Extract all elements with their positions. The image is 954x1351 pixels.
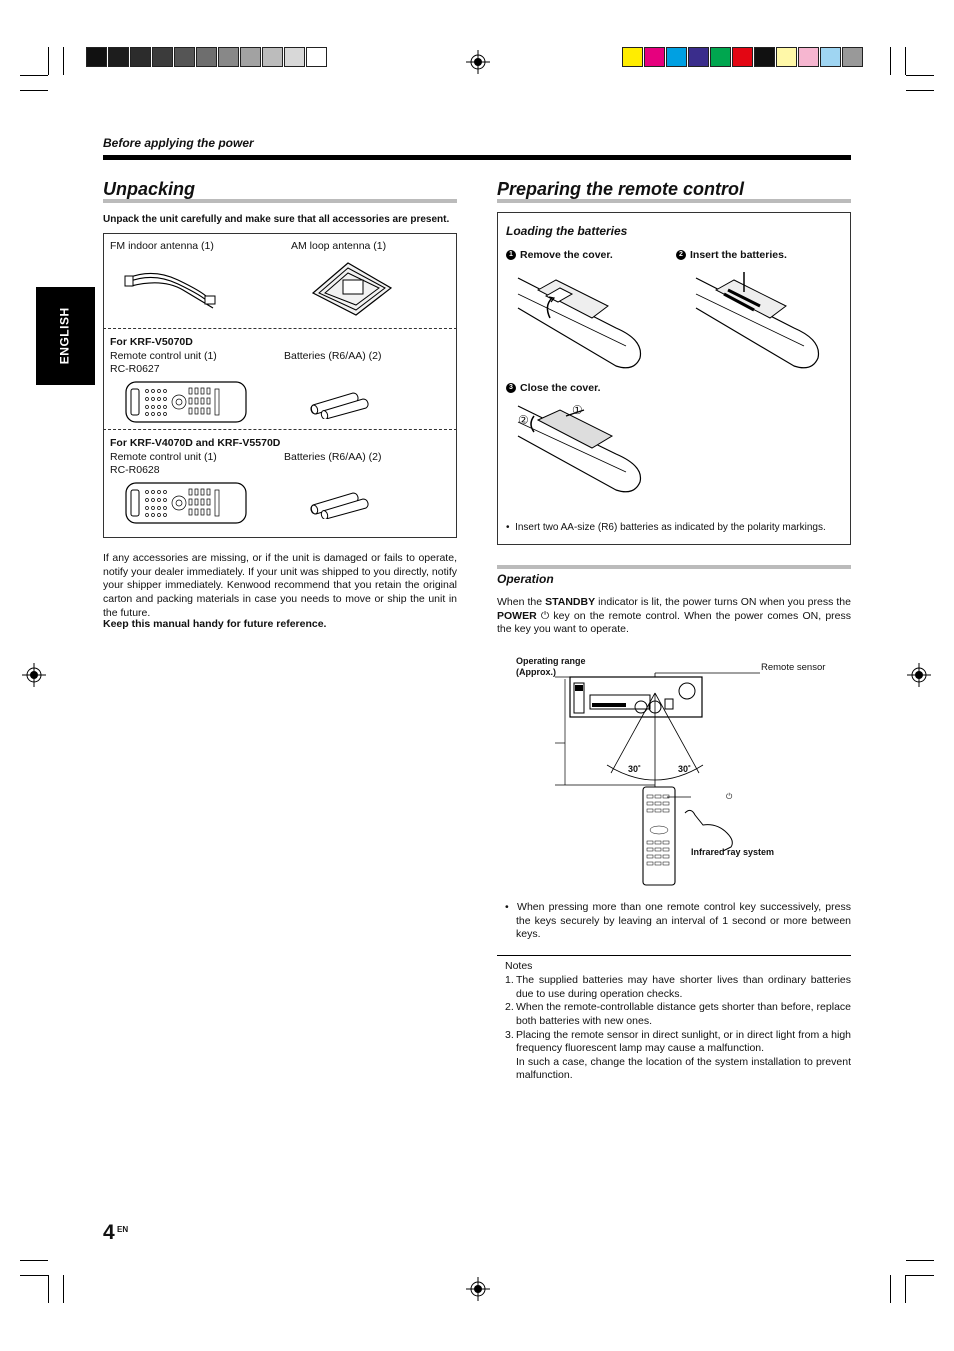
separator <box>103 328 457 329</box>
note-3b: In such a case, change the location of the system installation to prevent malfunction. <box>516 1055 851 1082</box>
unpacking-title: Unpacking <box>103 179 196 199</box>
step2-label: Insert the batteries. <box>690 249 787 261</box>
step-number: 3 <box>506 383 516 393</box>
operating-range-label: Operating range <box>516 656 586 666</box>
remote-insert-batteries-icon <box>694 268 824 373</box>
color-swatch <box>644 47 665 67</box>
step3-label: Close the cover. <box>520 382 601 394</box>
am-antenna-label: AM loop antenna (1) <box>291 240 387 252</box>
am-antenna-icon <box>303 258 398 318</box>
step1-label: Remove the cover. <box>520 249 613 261</box>
step-number: 2 <box>676 250 686 260</box>
crop-mark <box>20 75 48 76</box>
color-swatch <box>284 47 305 67</box>
color-swatch <box>776 47 797 67</box>
crop-mark <box>20 90 48 91</box>
title-rule <box>103 199 457 203</box>
crop-mark <box>20 1260 48 1261</box>
power-label: POWER <box>497 609 537 622</box>
model1-batteries-label: Batteries (R6/AA) (2) <box>284 350 382 362</box>
operation-title: Operation <box>497 572 554 586</box>
header-rule <box>103 155 851 160</box>
separator <box>103 429 457 430</box>
color-swatch <box>710 47 731 67</box>
note-3: Placing the remote sensor in direct sunlight, or in direct light from a high frequency fluorescent lamp may cause a malfunction. <box>516 1028 851 1055</box>
registration-mark-icon <box>466 1277 490 1301</box>
note-2: When the remote-controllable distance gets shorter than before, replace both batteries with new ones. <box>516 1001 851 1027</box>
angle-left-label: 30˚ <box>628 764 642 774</box>
remote-title: Preparing the remote control <box>497 179 745 199</box>
page-number: 4 <box>103 1221 115 1244</box>
title-rule <box>497 199 851 203</box>
missing-accessories-text: If any accessories are missing, or if the unit is damaged or fails to operate, notify your dealer immediately. If your unit was shipped to you directly, notify your shipper immediately. Kenwood recommend that you retain the original carton and packing materials in case you needs to move or ship the unit in the future. <box>103 552 457 619</box>
crop-mark <box>48 47 49 75</box>
color-swatch <box>306 47 327 67</box>
model2-remote-code: RC-R0628 <box>110 464 160 476</box>
color-swatch <box>688 47 709 67</box>
loading-title: Loading the batteries <box>506 224 628 238</box>
registration-mark-icon <box>907 663 931 687</box>
angle-right-label: 30˚ <box>678 764 692 774</box>
crop-mark <box>63 47 64 75</box>
crop-mark <box>906 75 934 76</box>
color-swatch <box>218 47 239 67</box>
color-swatch <box>820 47 841 67</box>
notes-list: 1. The supplied batteries may have shorter lives than ordinary batteries due to use during operation checks. 2. When the remote-controllable distance gets shorter than before, replace both batteries with new ones. 3. Placing the remote sensor in direct sunlight, or in direct light from a high frequency fluorescent lamp may cause a malfunction. In such a case, change the location of the system installation to prevent malfunction. <box>505 974 851 1082</box>
notes-rule <box>497 955 851 956</box>
model2-batteries-label: Batteries (R6/AA) (2) <box>284 451 382 463</box>
color-swatch <box>174 47 195 67</box>
successive-note: When pressing more than one remote control key successively, press the keys securely by leaving an interval of 1 second or more between keys. <box>516 901 851 941</box>
color-swatch <box>108 47 129 67</box>
power-icon: ⏻ <box>726 792 733 801</box>
operation-text: When the STANDBY indicator is lit, the power turns ON when you press the POWER ⏻ key on the remote control. When the power comes ON, press the key you want to operate. <box>497 596 851 636</box>
model1-remote-label: Remote control unit (1) <box>110 350 217 362</box>
note-1: The supplied batteries may have shorter lives than ordinary batteries due to use during operation checks. <box>516 974 851 1000</box>
operating-range-approx: (Approx.) <box>516 666 556 677</box>
color-swatch <box>842 47 863 67</box>
color-swatch <box>262 47 283 67</box>
keep-manual-text: Keep this manual handy for future reference. <box>103 618 327 630</box>
remote-control-icon <box>125 381 247 423</box>
crop-mark <box>890 47 891 75</box>
remote-cover-open-icon <box>516 268 648 373</box>
section-header: Before applying the power <box>103 136 254 150</box>
language-label: ENGLISH <box>57 307 72 365</box>
remote-control-icon <box>125 482 247 524</box>
crop-mark <box>905 47 906 75</box>
registration-mark-icon <box>22 663 46 687</box>
power-icon: ⏻ <box>540 609 550 622</box>
infrared-label: Infrared ray system <box>691 847 775 857</box>
fm-antenna-icon <box>123 268 218 313</box>
standby-label: STANDBY <box>545 596 596 608</box>
unpacking-intro: Unpack the unit carefully and make sure that all accessories are present. <box>103 214 450 225</box>
color-swatch <box>86 47 107 67</box>
notes-title: Notes <box>505 960 533 972</box>
crop-mark <box>905 1275 906 1303</box>
crop-mark <box>890 1275 891 1303</box>
crop-mark <box>906 90 934 91</box>
crop-mark <box>63 1275 64 1303</box>
title-rule <box>497 565 851 569</box>
color-swatch <box>622 47 643 67</box>
batteries-icon <box>305 489 370 519</box>
color-swatch <box>130 47 151 67</box>
color-swatch <box>666 47 687 67</box>
registration-mark-icon <box>466 50 490 74</box>
model2-remote-label: Remote control unit (1) <box>110 451 217 463</box>
step-number: 1 <box>506 250 516 260</box>
model1-label: For KRF-V5070D <box>110 336 193 348</box>
color-swatch <box>152 47 173 67</box>
color-swatch <box>732 47 753 67</box>
circle-number-2: ② <box>518 413 529 427</box>
fm-antenna-label: FM indoor antenna (1) <box>110 240 214 252</box>
crop-mark <box>48 1275 49 1303</box>
crop-mark <box>906 1260 934 1261</box>
battery-note: Insert two AA-size (R6) batteries as indicated by the polarity markings. <box>515 522 826 533</box>
crop-mark <box>20 1275 48 1276</box>
color-swatch <box>240 47 261 67</box>
crop-mark <box>906 1275 934 1276</box>
batteries-icon <box>305 389 370 419</box>
color-swatch <box>754 47 775 67</box>
color-swatch <box>798 47 819 67</box>
model2-label: For KRF-V4070D and KRF-V5570D <box>110 437 281 449</box>
circle-number-1: ① <box>572 403 583 417</box>
model1-remote-code: RC-R0627 <box>110 363 160 375</box>
color-swatch <box>196 47 217 67</box>
page-suffix: EN <box>117 1225 129 1234</box>
remote-sensor-label: Remote sensor <box>761 662 826 673</box>
